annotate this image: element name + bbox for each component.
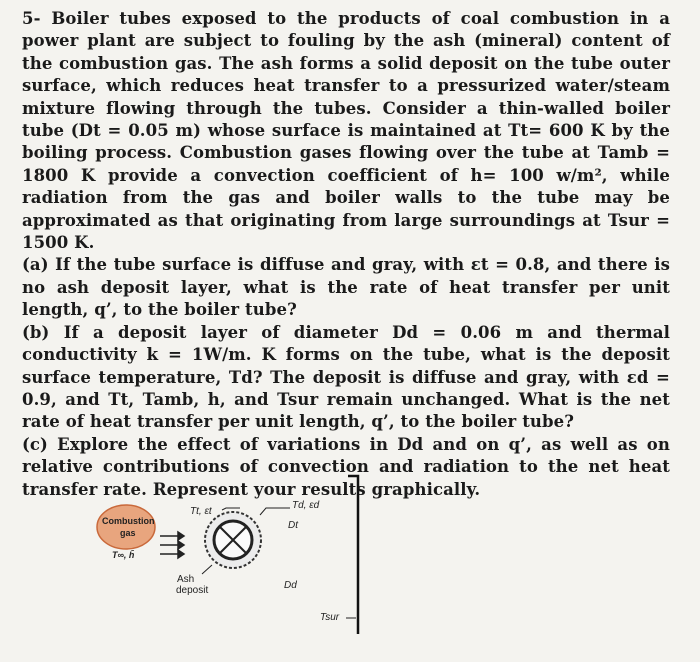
problem-part-b: (b) If a deposit layer of diameter Dd = 0.06 m and thermal conductivity k = 1W/m. K forms on the tube, what is the deposit surface temperature, Td? The deposit is diffuse and gray, with εd = 0.9, and Tt, Tamb, h, and Tsur remain unchanged. What is the net rate of heat transfer per unit length, q’, to the boiler tube?: [22, 322, 670, 432]
combustion-gas-blob: [97, 505, 155, 549]
ash-label-1: Ash: [177, 574, 195, 585]
gas-label-line2: gas: [120, 528, 136, 538]
boiler-tube-figure: [90, 470, 390, 650]
figure-drawing: [90, 470, 390, 650]
outer-diameter-label: Dd: [284, 580, 297, 591]
ash-leader: [202, 565, 212, 574]
tube-label: Tt, εt: [190, 506, 212, 517]
problem-part-c: (c) Explore the effect of variations in Dd and on q’, as well as on relative contributions of convection and radiation to the net heat transfer rate. Represent your results graphically.: [22, 434, 670, 499]
tube-label-leader: [222, 508, 240, 510]
deposit-label: Td, εd: [292, 500, 320, 511]
problem-intro: 5- Boiler tubes exposed to the products of coal combustion in a power plant are subject to fouling by the ash (mineral) content of the combustion gas. The ash forms a solid deposit on the tube outer surface, which reduces heat transfer to a pressurized water/steam mixture flowing through the tubes. Consider a thin-walled boiler tube (Dt = 0.05 m) whose surface is maintained at Tt= 600 K by the boiling process. Combustion gases flowing over the tube at Tamb = 1800 K provide a convection coefficient of h= 100 w/m², while radiation from the gas and boiler walls to the tube may be approximated as that originating from large surroundings at Tsur = 1500 K.: [22, 9, 670, 253]
gas-label-line1: Combustion: [102, 516, 155, 526]
ash-label-2: deposit: [176, 585, 209, 596]
flow-arrows-icon: [160, 532, 184, 558]
gas-params-label: T∞, h̄: [112, 550, 135, 560]
inner-diameter-label: Dt: [288, 520, 298, 531]
problem-part-a: (a) If the tube surface is diffuse and gray, with εt = 0.8, and there is no ash deposit layer, what is the rate of heat transfer per unit length, q’, to the boiler tube?: [22, 255, 670, 320]
deposit-label-leader: [260, 508, 290, 515]
surroundings-label: Tsur: [320, 612, 340, 623]
problem-statement: [22, 8, 670, 501]
boiler-wall: [348, 476, 358, 634]
